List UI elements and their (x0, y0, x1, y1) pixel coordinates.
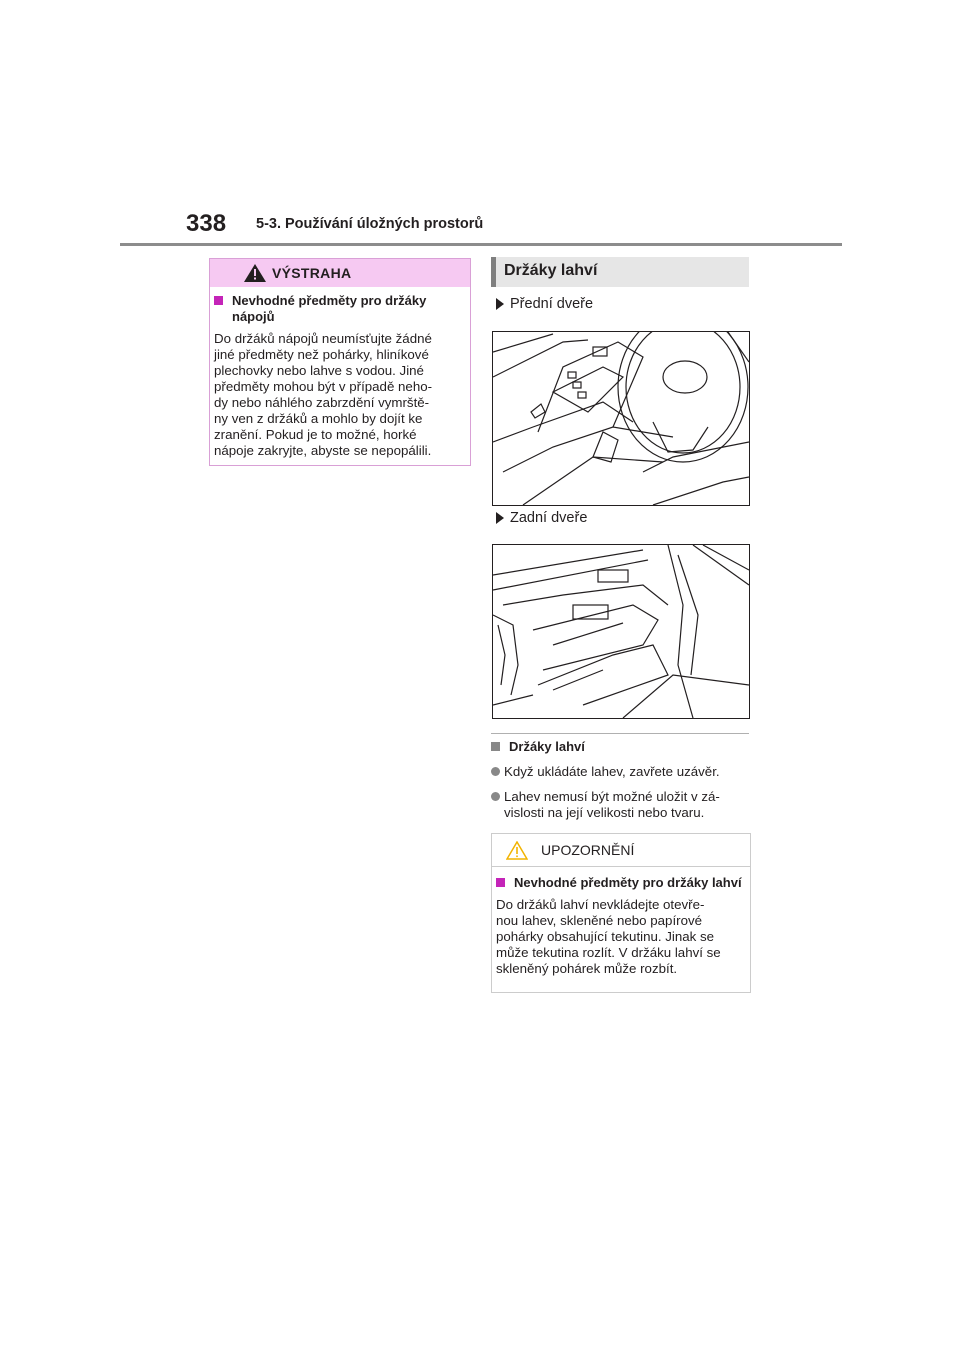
caution-line: Do držáků lahví nevkládejte otevře- (496, 897, 705, 912)
caution-subheading-text: Nevhodné předměty pro držáky lahví (514, 875, 742, 890)
caution-line: nou lahev, skleněné nebo papírové (496, 913, 703, 928)
caution-header (492, 834, 750, 867)
header-divider (120, 243, 842, 246)
warning-line: ny ven z držáků a mohlo by dojít ke (214, 411, 423, 426)
caution-box (491, 833, 751, 993)
note-divider (491, 733, 749, 734)
arrow-icon (496, 298, 504, 310)
warning-line: předměty mohou být v případě neho- (214, 379, 433, 394)
square-bullet-icon (496, 878, 505, 887)
warning-line: zranění. Pokud je to možné, horké (214, 427, 417, 442)
section-title: 5-3. Používání úložných prostorů (256, 216, 484, 232)
arrow-icon (496, 512, 504, 524)
warning-title: VÝSTRAHA (272, 265, 352, 281)
rear-door-text: Zadní dveře (510, 510, 588, 526)
note-heading (491, 739, 751, 755)
caution-line: může tekutina rozlít. V držáku lahví se (496, 945, 721, 960)
note-bullet (491, 764, 751, 780)
round-bullet-icon (491, 767, 500, 776)
section-heading: Držáky lahví (504, 262, 598, 279)
page-number: 338 (186, 210, 227, 237)
front-door-text: Přední dveře (510, 296, 594, 312)
round-bullet-icon (491, 792, 500, 801)
note-line: Když ukládáte lahev, zavřete uzávěr. (504, 764, 720, 779)
bottle-holder-notes (491, 739, 751, 821)
warning-subheading-text: Nevhodné předměty pro držáky nápojů (232, 293, 427, 324)
square-bullet-icon (214, 296, 223, 305)
page-header (120, 210, 842, 246)
warning-line: Do držáků nápojů neumísťujte žádné (214, 331, 432, 346)
warning-box (209, 258, 471, 466)
warning-subheading (214, 293, 464, 325)
warning-line: nápoje zakryjte, abyste se nepopálili. (214, 443, 432, 458)
warning-triangle-icon (244, 264, 266, 282)
note-bullet (491, 789, 751, 821)
caution-line: skleněný pohárek může rozbít. (496, 961, 678, 976)
front-door-label (496, 296, 593, 312)
warning-line: plechovky nebo lahve s vodou. Jiné (214, 363, 424, 378)
caution-body (496, 897, 744, 977)
rear-door-illustration (492, 544, 750, 719)
caution-subheading (496, 875, 744, 891)
warning-line: jiné předměty než pohárky, hliníkové (214, 347, 429, 362)
note-line: Lahev nemusí být možné uložit v zá- (504, 789, 720, 804)
section-heading-bar (491, 257, 496, 287)
caution-triangle-icon (506, 841, 528, 860)
square-bullet-icon (491, 742, 500, 751)
note-heading-text: Držáky lahví (509, 739, 585, 754)
warning-header (210, 259, 470, 287)
warning-body (214, 331, 464, 459)
rear-door-label (496, 510, 587, 526)
caution-line: pohárky obsahující tekutinu. Jinak se (496, 929, 715, 944)
front-door-illustration (492, 331, 750, 506)
note-line: vislosti na její velikosti nebo tvaru. (504, 805, 705, 820)
caution-title: UPOZORNĚNÍ (541, 842, 635, 858)
section-heading-box (491, 257, 749, 287)
warning-line: dy nebo náhlého zabrzdění vymrště- (214, 395, 430, 410)
